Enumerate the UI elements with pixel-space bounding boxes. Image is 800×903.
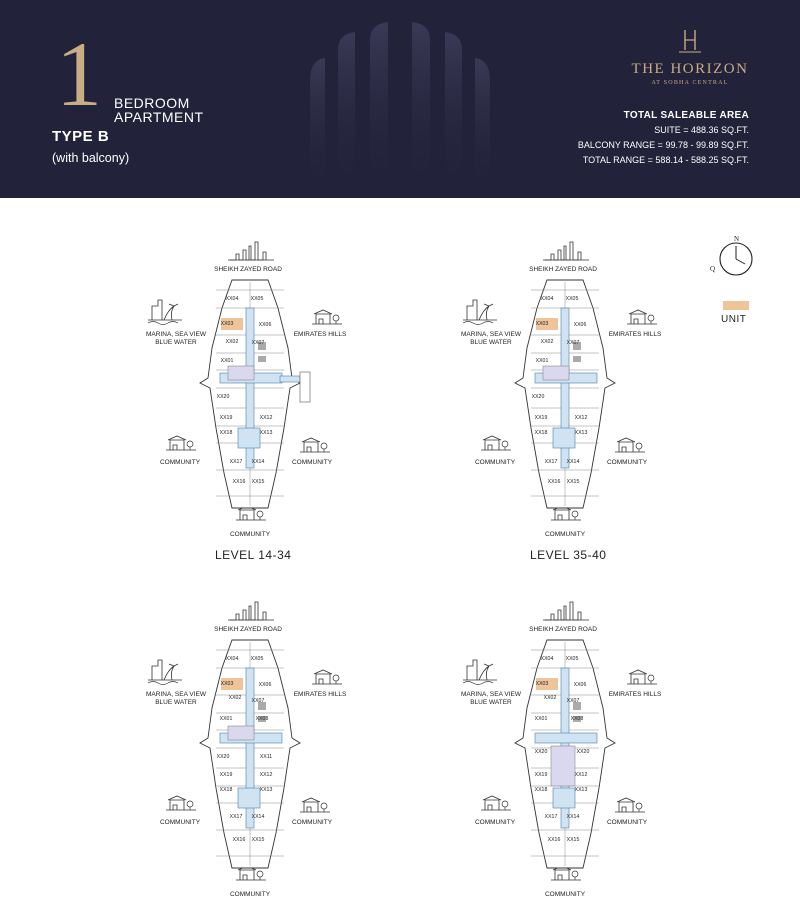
unit-tag: XX18 bbox=[534, 787, 548, 793]
unit-tag: XX13 bbox=[574, 787, 588, 793]
blue-water-label: BLUE WATER bbox=[470, 699, 512, 706]
community-east-icon bbox=[300, 798, 330, 812]
unit-tag: XX20 bbox=[534, 749, 548, 755]
balcony-range: BALCONY RANGE = 99.78 - 99.89 SQ.FT. bbox=[577, 140, 749, 150]
marina-label: MARINA, SEA VIEW bbox=[461, 691, 521, 698]
skyline-icon bbox=[228, 602, 274, 620]
floor-plan-lower-right bbox=[455, 598, 715, 898]
unit-tag: XX20 bbox=[531, 394, 545, 400]
community-east-icon bbox=[615, 798, 645, 812]
unit-tag: XX03 bbox=[535, 321, 549, 327]
unit-tag: XX02 bbox=[543, 695, 557, 701]
unit-tag: XX19 bbox=[534, 772, 548, 778]
unit-tag: XX15 bbox=[251, 837, 265, 843]
unit-tag: XX14 bbox=[251, 459, 265, 465]
unit-tag: XX04 bbox=[540, 656, 554, 662]
marina-icon bbox=[148, 660, 182, 685]
skyline-icon bbox=[543, 602, 589, 620]
unit-tag: XX14 bbox=[566, 459, 580, 465]
emirates-label: EMIRATES HILLS bbox=[293, 331, 347, 338]
unit-tag: XX17 bbox=[544, 459, 558, 465]
unit-tag: XX20 bbox=[216, 394, 230, 400]
unit-tag: XX18 bbox=[219, 787, 233, 793]
unit-tag: XX16 bbox=[547, 479, 561, 485]
unit-tag: XX17 bbox=[229, 459, 243, 465]
unit-tag: XX13 bbox=[259, 787, 273, 793]
skyline-icon bbox=[543, 242, 589, 260]
community-west-icon bbox=[166, 436, 196, 450]
community-east-label: COMMUNITY bbox=[291, 819, 333, 826]
marina-label: MARINA, SEA VIEW bbox=[146, 691, 206, 698]
community-south-label: COMMUNITY bbox=[544, 891, 586, 898]
unit-tag: XX08 bbox=[255, 716, 269, 722]
unit-tag: XX18 bbox=[534, 430, 548, 436]
road-label: SHEIKH ZAYED ROAD bbox=[214, 626, 282, 633]
saleable-area-block bbox=[578, 108, 749, 168]
unit-tag: XX03 bbox=[220, 321, 234, 327]
unit-tag: XX08 bbox=[570, 716, 584, 722]
community-east-label: COMMUNITY bbox=[606, 459, 648, 466]
balcony-label: (with balcony) bbox=[52, 151, 130, 165]
apartment-type-label bbox=[114, 96, 204, 124]
emirates-label: EMIRATES HILLS bbox=[293, 691, 347, 698]
unit-legend-swatch bbox=[723, 301, 749, 310]
unit-tag: XX05 bbox=[250, 656, 264, 662]
emirates-icon bbox=[627, 670, 657, 684]
community-west-label: COMMUNITY bbox=[474, 819, 516, 826]
level-label-14-34: LEVEL 14-34 bbox=[215, 548, 292, 562]
logo-name: THE HORIZON bbox=[631, 61, 749, 77]
unit-tag: XX04 bbox=[540, 296, 554, 302]
unit-tag: XX06 bbox=[573, 682, 587, 688]
unit-tag: XX02 bbox=[540, 339, 554, 345]
bedroom-label: BEDROOM bbox=[114, 95, 190, 111]
unit-tag: XX14 bbox=[566, 814, 580, 820]
marina-icon bbox=[463, 300, 497, 325]
community-west-label: COMMUNITY bbox=[159, 459, 201, 466]
unit-tag: XX15 bbox=[251, 479, 265, 485]
unit-tag: XX06 bbox=[258, 682, 272, 688]
community-west-label: COMMUNITY bbox=[159, 819, 201, 826]
community-east-label: COMMUNITY bbox=[606, 819, 648, 826]
community-south-label: COMMUNITY bbox=[229, 891, 271, 898]
emirates-icon bbox=[312, 670, 342, 684]
blue-water-label: BLUE WATER bbox=[155, 339, 197, 346]
unit-tag: XX11 bbox=[259, 754, 273, 760]
unit-tag: XX02 bbox=[225, 339, 239, 345]
unit-tag: XX06 bbox=[258, 322, 272, 328]
emirates-label: EMIRATES HILLS bbox=[608, 691, 662, 698]
area-title: TOTAL SALEABLE AREA bbox=[623, 110, 749, 121]
unit-tag: XX15 bbox=[566, 837, 580, 843]
emirates-icon bbox=[312, 310, 342, 324]
unit-tag: XX07 bbox=[566, 340, 580, 346]
unit-tag: XX16 bbox=[547, 837, 561, 843]
blue-water-label: BLUE WATER bbox=[470, 339, 512, 346]
arches-decoration bbox=[300, 20, 500, 198]
logo-monogram-icon bbox=[677, 28, 703, 54]
community-south-label: COMMUNITY bbox=[544, 531, 586, 538]
compass-north: N bbox=[734, 235, 740, 243]
bedroom-count: 1 bbox=[56, 23, 102, 125]
community-east-icon bbox=[300, 438, 330, 452]
blue-water-label: BLUE WATER bbox=[155, 699, 197, 706]
unit-tag: XX12 bbox=[574, 415, 588, 421]
compass-west: Q bbox=[710, 265, 716, 273]
road-label: SHEIKH ZAYED ROAD bbox=[529, 626, 597, 633]
unit-tag: XX05 bbox=[565, 296, 579, 302]
unit-tag: XX03 bbox=[535, 681, 549, 687]
unit-tag: XX13 bbox=[259, 430, 273, 436]
unit-tag: XX16 bbox=[232, 479, 246, 485]
unit-tag: XX12 bbox=[259, 772, 273, 778]
unit-tag: XX01 bbox=[535, 358, 549, 364]
marina-icon bbox=[463, 660, 497, 685]
unit-tag: XX05 bbox=[250, 296, 264, 302]
apartment-label: APARTMENT bbox=[114, 109, 204, 125]
unit-tag: XX07 bbox=[566, 698, 580, 704]
emirates-label: EMIRATES HILLS bbox=[608, 331, 662, 338]
unit-tag: XX05 bbox=[565, 656, 579, 662]
unit-tag: XX01 bbox=[220, 358, 234, 364]
emirates-icon bbox=[627, 310, 657, 324]
unit-tag: XX16 bbox=[232, 837, 246, 843]
skyline-icon bbox=[228, 242, 274, 260]
marina-label: MARINA, SEA VIEW bbox=[461, 331, 521, 338]
unit-tag: XX02 bbox=[228, 695, 242, 701]
unit-tag: XX20 bbox=[216, 754, 230, 760]
community-west-icon bbox=[481, 796, 511, 810]
unit-tag: XX19 bbox=[219, 772, 233, 778]
suite-area: SUITE = 488.36 SQ.FT. bbox=[654, 125, 749, 135]
type-label: TYPE B bbox=[52, 128, 110, 145]
road-label: SHEIKH ZAYED ROAD bbox=[214, 266, 282, 273]
unit-tag: XX01 bbox=[534, 716, 548, 722]
compass-icon bbox=[708, 234, 760, 280]
unit-tag: XX17 bbox=[544, 814, 558, 820]
unit-legend-label: UNIT bbox=[721, 314, 747, 325]
community-east-icon bbox=[615, 438, 645, 452]
marina-icon bbox=[148, 300, 182, 325]
unit-tag: XX07 bbox=[251, 698, 265, 704]
floor-plan-level-14-34 bbox=[140, 238, 400, 538]
unit-tag: XX07 bbox=[251, 340, 265, 346]
floor-plan-level-35-40 bbox=[455, 238, 715, 538]
unit-tag: XX14 bbox=[251, 814, 265, 820]
unit-tag: XX15 bbox=[566, 479, 580, 485]
total-range: TOTAL RANGE = 588.14 - 588.25 SQ.FT. bbox=[582, 155, 749, 165]
level-label-35-40: LEVEL 35-40 bbox=[530, 548, 607, 562]
unit-tag: XX19 bbox=[534, 415, 548, 421]
floor-plan-lower-left bbox=[140, 598, 400, 898]
community-east-label: COMMUNITY bbox=[291, 459, 333, 466]
unit-tag: XX04 bbox=[225, 656, 239, 662]
header-banner bbox=[0, 0, 800, 198]
community-west-icon bbox=[166, 796, 196, 810]
community-west-icon bbox=[481, 436, 511, 450]
unit-tag: XX19 bbox=[219, 415, 233, 421]
unit-tag: XX13 bbox=[574, 430, 588, 436]
unit-tag: XX06 bbox=[573, 322, 587, 328]
community-west-label: COMMUNITY bbox=[474, 459, 516, 466]
unit-tag: XX03 bbox=[220, 681, 234, 687]
unit-tag: XX17 bbox=[229, 814, 243, 820]
marina-label: MARINA, SEA VIEW bbox=[146, 331, 206, 338]
brand-logo bbox=[620, 28, 760, 86]
road-label: SHEIKH ZAYED ROAD bbox=[529, 266, 597, 273]
unit-tag: XX04 bbox=[225, 296, 239, 302]
unit-tag: XX12 bbox=[574, 772, 588, 778]
unit-tag: XX01 bbox=[219, 716, 233, 722]
unit-tag: XX18 bbox=[219, 430, 233, 436]
unit-tag: XX20 bbox=[576, 749, 590, 755]
unit-tag: XX12 bbox=[259, 415, 273, 421]
community-south-label: COMMUNITY bbox=[229, 531, 271, 538]
logo-subtitle: AT SOBHA CENTRAL bbox=[651, 80, 729, 86]
